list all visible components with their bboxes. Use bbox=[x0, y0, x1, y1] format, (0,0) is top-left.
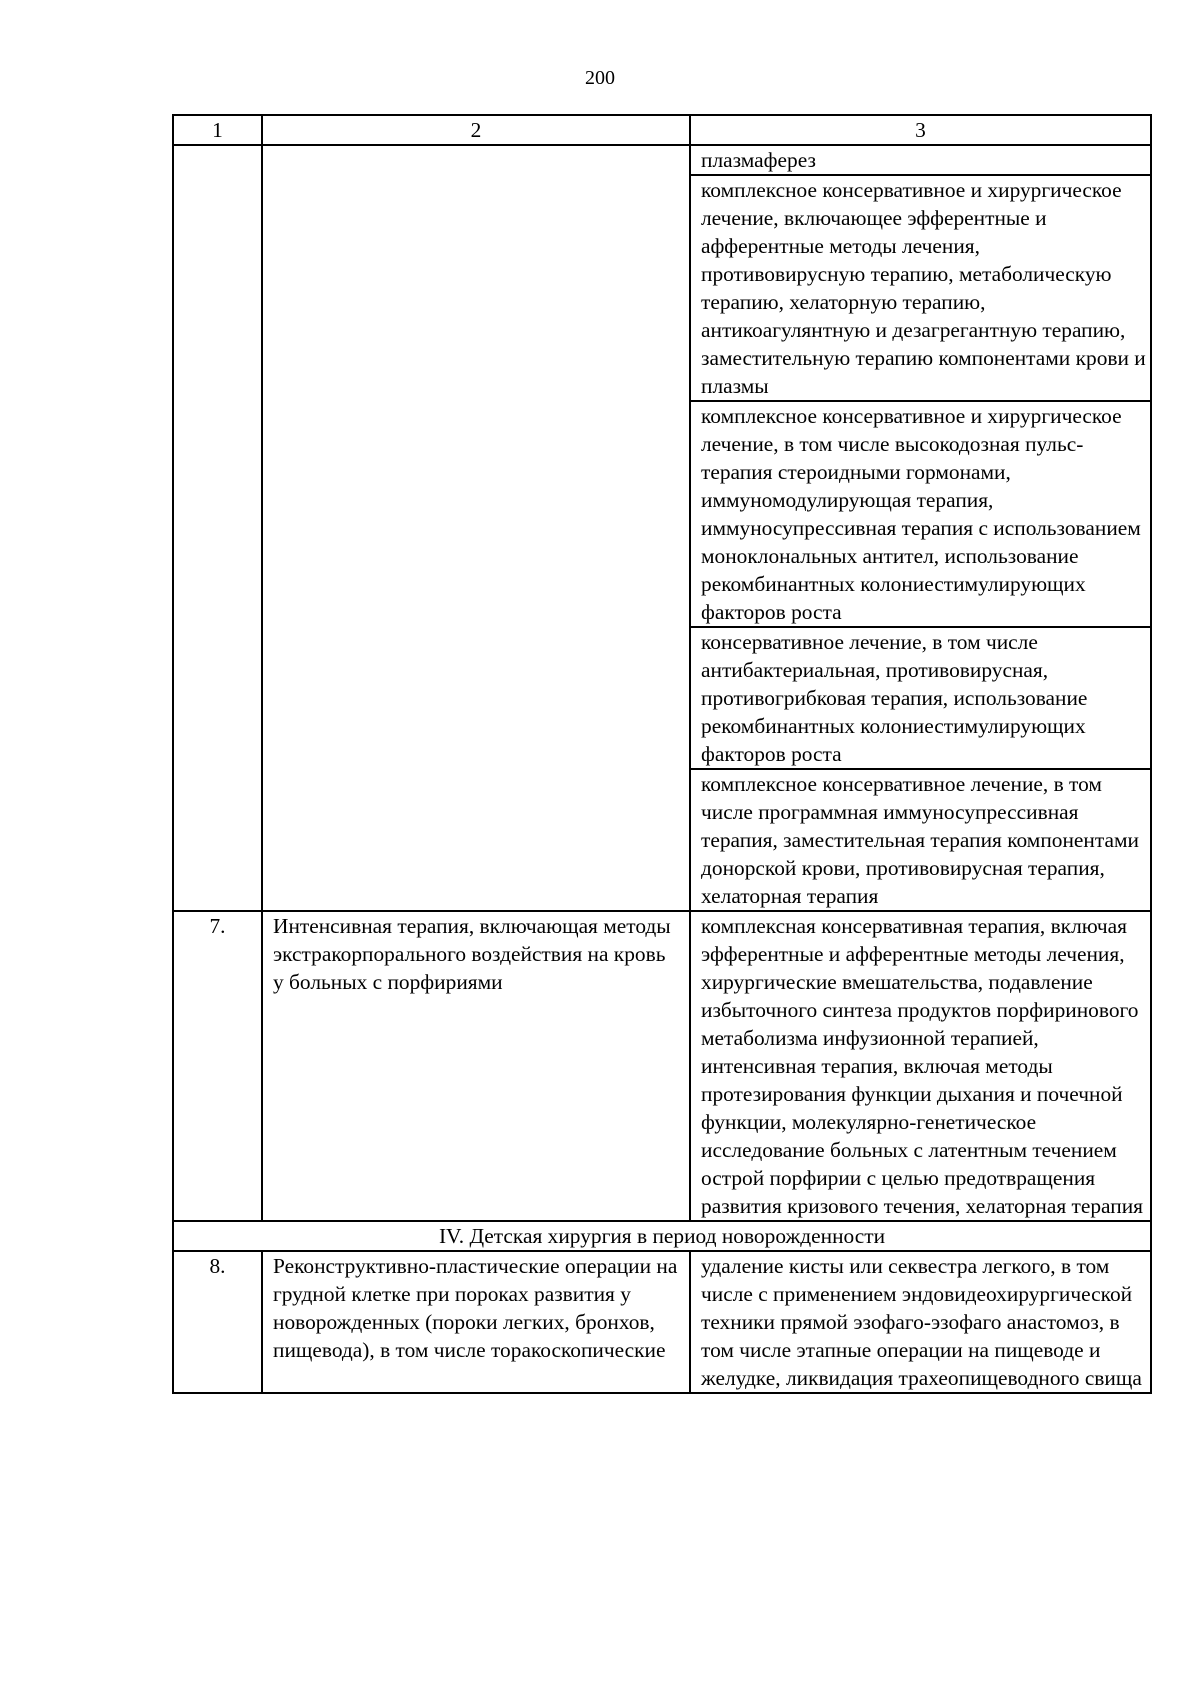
row-number-cell: 8. bbox=[173, 1251, 262, 1393]
table-header-row bbox=[173, 115, 1151, 145]
empty-number-cell bbox=[173, 175, 262, 401]
table-row bbox=[173, 627, 1151, 769]
table-row-7 bbox=[173, 911, 1151, 1221]
treatment-cell: плазмаферез bbox=[690, 145, 1151, 175]
treatment-cell: консервативное лечение, в том числе антибактериальная, противовирусная, противогрибковая терапия, использование рекомбинантных колониестимулирующих факторов роста bbox=[690, 627, 1151, 769]
page-number: 200 bbox=[585, 67, 615, 89]
treatment-cell: удаление кисты или секвестра легкого, в том числе с применением эндовидеохирургической техники прямой эзофаго-эзофаго анастомоз, в том числе этапные операции на пищеводе и желудке, ликвидация трахеопищеводного свища bbox=[690, 1251, 1151, 1393]
treatment-cell: комплексное консервативное и хирургическое лечение, в том числе высокодозная пульс-терапия стероидными гормонами, иммуномодулирующая терапия, иммуносупрессивная терапия с использованием моноклональных антител, использование рекомбинантных колониестимулирующих факторов роста bbox=[690, 401, 1151, 627]
section-row bbox=[173, 1221, 1151, 1251]
table-row bbox=[173, 769, 1151, 911]
empty-name-cell bbox=[262, 145, 690, 175]
row-number-cell: 7. bbox=[173, 911, 262, 1221]
empty-number-cell bbox=[173, 769, 262, 911]
treatment-cell: комплексная консервативная терапия, включая эфферентные и афферентные методы лечения, хирургические вмешательства, подавление избыточного синтеза продуктов порфиринового метаболизма инфузионной терапией, интенсивная терапия, включая методы протезирования функции дыхания и почечной функции, молекулярно-генетическое исследование больных с латентным течением острой порфирии с целью предотвращения развития кризового течения, хелаторная терапия bbox=[690, 911, 1151, 1221]
table-row bbox=[173, 145, 1151, 175]
empty-name-cell bbox=[262, 627, 690, 769]
header-col-3: 3 bbox=[690, 115, 1151, 145]
empty-number-cell bbox=[173, 145, 262, 175]
empty-name-cell bbox=[262, 401, 690, 627]
treatment-cell: комплексное консервативное и хирургическое лечение, включающее эфферентные и афферентные методы лечения, противовирусную терапию, метаболическую терапию, хелаторную терапию, антикоагулянтную и дезагрегантную терапию, заместительную терапию компонентами крови и плазмы bbox=[690, 175, 1151, 401]
empty-name-cell bbox=[262, 175, 690, 401]
table-row bbox=[173, 175, 1151, 401]
care-type-cell: Интенсивная терапия, включающая методы экстракорпорального воздействия на кровь у больных с порфириями bbox=[262, 911, 690, 1221]
table-row bbox=[173, 401, 1151, 627]
empty-number-cell bbox=[173, 401, 262, 627]
treatment-table bbox=[172, 114, 1152, 1394]
treatment-cell: комплексное консервативное лечение, в том числе программная иммуносупрессивная терапия, заместительная терапия компонентами донорской крови, противовирусная терапия, хелаторная терапия bbox=[690, 769, 1151, 911]
empty-name-cell bbox=[262, 769, 690, 911]
header-col-2: 2 bbox=[262, 115, 690, 145]
section-title: IV. Детская хирургия в период новорожденности bbox=[173, 1221, 1151, 1251]
table-row-8 bbox=[173, 1251, 1151, 1393]
care-type-cell: Реконструктивно-пластические операции на грудной клетке при пороках развития у новорожденных (пороки легких, бронхов, пищевода), в том числе торакоскопические bbox=[262, 1251, 690, 1393]
header-col-1: 1 bbox=[173, 115, 262, 145]
empty-number-cell bbox=[173, 627, 262, 769]
